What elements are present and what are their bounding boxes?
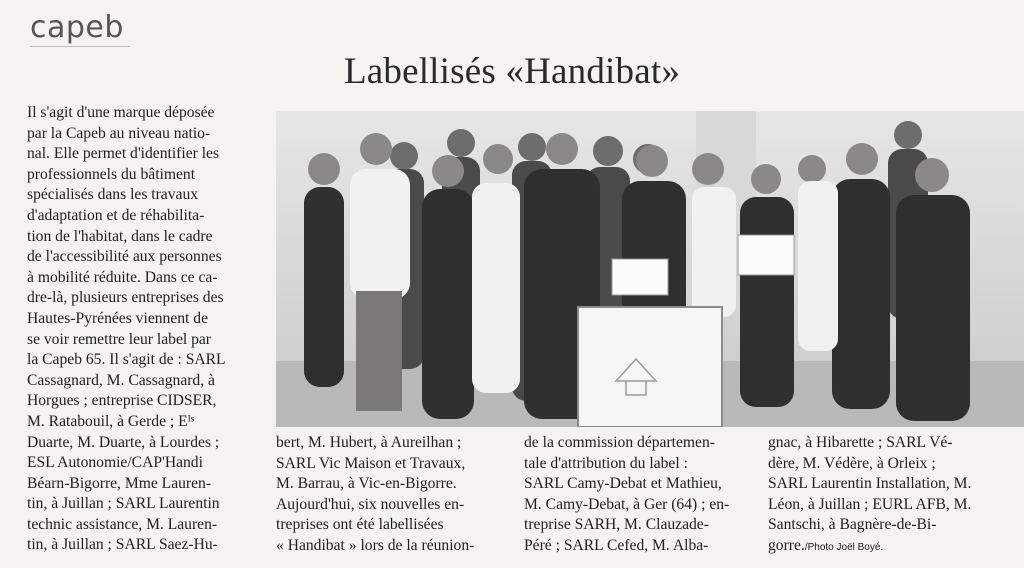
column-3 bbox=[524, 433, 729, 557]
text-line: Léon, à Juillan ; EURL AFB, M. bbox=[768, 495, 972, 513]
text-line: tin, à Juillan ; SARL Saez-Hu- bbox=[27, 536, 218, 554]
group-photo bbox=[276, 111, 1024, 427]
text-line: M. Camy-Debat, à Ger (64) ; en- bbox=[524, 495, 730, 513]
text-line: Santschi, à Bagnère-de-Bi- bbox=[768, 516, 937, 534]
text-line: dère, M. Védère, à Orleix ; bbox=[768, 454, 936, 472]
text-line: treprise SARH, M. Clauzade- bbox=[524, 516, 709, 534]
text-line: spécialisés dans les travaux bbox=[27, 186, 199, 204]
photo-credit: /Photo Joël Boyé. bbox=[804, 541, 884, 553]
group-photo-illustration bbox=[276, 111, 1024, 427]
text-line: treprises ont été labellisées bbox=[276, 516, 444, 534]
text-line: Il s'agit d'une marque déposée bbox=[27, 104, 215, 121]
text-line: SARL Vic Maison et Travaux, bbox=[276, 454, 466, 472]
text-line: d'adaptation et de réhabilita- bbox=[27, 206, 205, 224]
text-line: bert, M. Hubert, à Aureilhan ; bbox=[276, 434, 462, 451]
text-line: M. Barrau, à Vic-en-Bigorre. bbox=[276, 475, 457, 493]
column-4 bbox=[768, 433, 971, 557]
text-line: ESL Autonomie/CAP'Handi bbox=[27, 454, 203, 472]
text-line: se voir remettre leur label par bbox=[27, 330, 212, 348]
text-line: Duarte, M. Duarte, à Lourdes ; bbox=[27, 433, 220, 451]
text-line: tin, à Juillan ; SARL Laurentin bbox=[27, 495, 220, 513]
section-rule bbox=[30, 46, 130, 47]
text-line: par la Capeb au niveau natio- bbox=[27, 124, 211, 142]
text-line-last bbox=[768, 536, 971, 557]
text-line: Péré ; SARL Cefed, M. Alba- bbox=[524, 536, 709, 554]
text-line: à mobilité réduite. Dans ce ca- bbox=[27, 268, 218, 286]
text-line: « Handibat » lors de la réunion- bbox=[276, 536, 475, 554]
headline: Labellisés «Handibat» bbox=[343, 51, 681, 92]
column-1 bbox=[27, 103, 226, 556]
text-line: dre-là, plusieurs entreprises des bbox=[27, 289, 224, 307]
text-line: Aujourd'hui, six nouvelles en- bbox=[276, 495, 465, 513]
text-line: professionnels du bâtiment bbox=[27, 165, 196, 183]
text-line: M. Ratabouil, à Gerde ; Eᴵˢ bbox=[27, 412, 195, 430]
text-line: SARL Laurentin Installation, M. bbox=[768, 475, 972, 493]
section-label: capeb bbox=[30, 10, 124, 45]
text-line: nal. Elle permet d'identifier les bbox=[27, 145, 220, 163]
text-line: Horgues ; entreprise CIDSER, bbox=[27, 392, 217, 410]
text-line: tion de l'habitat, dans le cadre bbox=[27, 227, 213, 245]
column-2 bbox=[276, 433, 474, 557]
text-line: de l'accessibilité aux personnes bbox=[27, 248, 222, 266]
text-line: la Capeb 65. Il s'agit de : SARL bbox=[27, 351, 226, 369]
text-line: gnac, à Hibarette ; SARL Vé- bbox=[768, 434, 953, 451]
text-line: Hautes-Pyrénées viennent de bbox=[27, 309, 208, 327]
text-line: Cassagnard, M. Cassagnard, à bbox=[27, 371, 215, 389]
text-line: technic assistance, M. Lauren- bbox=[27, 515, 218, 533]
text-fragment: gorre. bbox=[768, 536, 805, 554]
text-line: SARL Camy-Debat et Mathieu, bbox=[524, 475, 722, 493]
text-line: Béarn-Bigorre, Mme Lauren- bbox=[27, 474, 212, 492]
text-line: de la commission départemen- bbox=[524, 434, 715, 451]
text-line: tale d'attribution du label : bbox=[524, 454, 688, 472]
